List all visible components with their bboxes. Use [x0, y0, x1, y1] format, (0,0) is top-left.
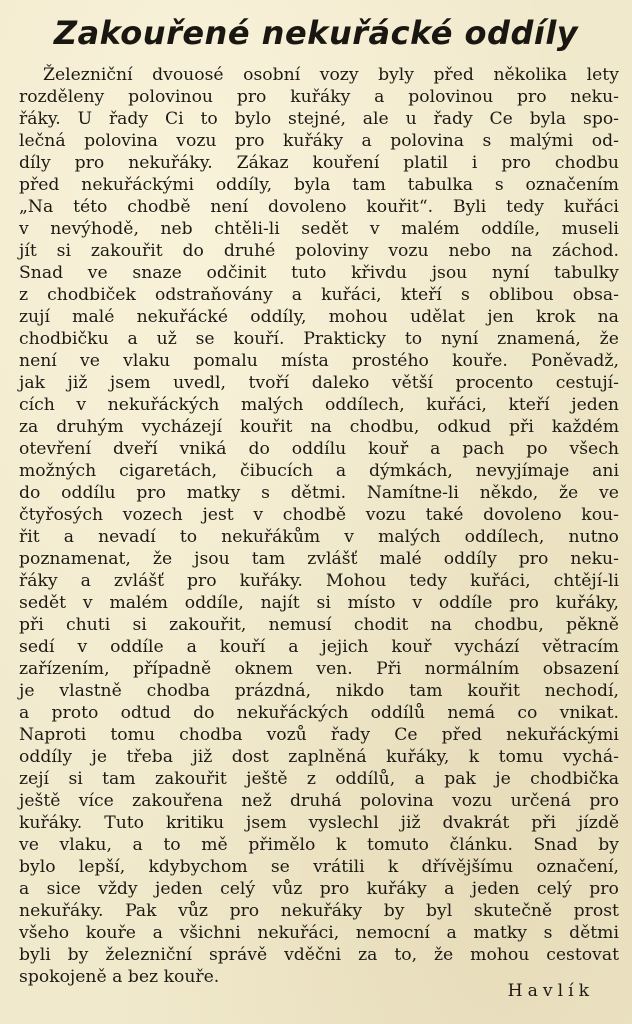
- article-body: [19, 64, 619, 988]
- article-line: Železniční dvouosé osobní vozy byly před několika lety: [43, 65, 619, 85]
- article-line: čtyřosých vozech jest v chodbě vozu také dovoleno kou-: [19, 505, 619, 525]
- article-line: a sice vždy jeden celý vůz pro kuřáky a jeden celý pro: [19, 879, 619, 899]
- article-line: před nekuřáckými oddíly, byla tam tabulka s označením: [19, 175, 619, 195]
- article-line: Snad ve snaze odčinit tuto křivdu jsou nyní tabulky: [19, 263, 619, 283]
- article-line: otevření dveří vniká do oddílu kouř a pach po všech: [19, 439, 619, 459]
- article-line: kuřáky. Tuto kritiku jsem vyslechl již dvakrát při jízdě: [19, 813, 619, 833]
- article-line: řit a nevadí to nekuřákům v malých oddílech, nutno: [19, 527, 619, 547]
- article-line: nekuřáky. Pak vůz pro nekuřáky by byl skutečně prost: [19, 901, 619, 921]
- article-line: zejí si tam zakouřit ještě z oddílů, a pak je chodbička: [19, 769, 619, 789]
- article-line: jít si zakouřit do druhé poloviny vozu nebo na záchod.: [19, 241, 619, 261]
- article-line: a proto odtud do nekuřáckých oddílů nemá co vnikat.: [19, 703, 619, 723]
- article-line: všeho kouře a všichni nekuřáci, nemocní a matky s dětmi: [19, 923, 619, 943]
- article-line: sedět v malém oddíle, najít si místo v oddíle pro kuřáky,: [19, 593, 619, 613]
- article-title: Zakouřené nekuřácké oddíly: [53, 14, 579, 52]
- article-line: „Na této chodbě není dovoleno kouřit“. Byli tedy kuřáci: [19, 197, 619, 217]
- article-line: není ve vlaku pomalu místa prostého kouře. Poněvadž,: [19, 351, 619, 371]
- article-line: díly pro nekuřáky. Zákaz kouření platil i pro chodbu: [19, 153, 619, 173]
- article-line: jak již jsem uvedl, tvoří daleko větší procento cestují-: [19, 373, 619, 393]
- article-line: do oddílu pro matky s dětmi. Namítne-li někdo, že ve: [19, 483, 619, 503]
- article-line: oddíly je třeba již dost zaplněná kuřáky, k tomu vychá-: [19, 747, 619, 767]
- article-line: sedí v oddíle a kouří a jejich kouř vychází větracím: [19, 637, 619, 657]
- article-line: chodbičku a už se kouří. Prakticky to nyní znamená, že: [19, 329, 619, 349]
- article-line: z chodbiček odstraňovány a kuřáci, kteří s oblibou obsa-: [19, 285, 619, 305]
- article-author: Havlík: [507, 981, 594, 1001]
- article-line: řáky. U řady Ci to bylo stejné, ale u řady Ce byla spo-: [19, 109, 619, 129]
- article-line: poznamenat, že jsou tam zvlášť malé oddíly pro neku-: [19, 549, 619, 569]
- article-line: za druhým vycházejí kouřit na chodbu, odkud při každém: [19, 417, 619, 437]
- article-line: při chuti si zakouřit, nemusí chodit na chodbu, pěkně: [19, 615, 619, 635]
- article-line: v nevýhodě, neb chtěli-li sedět v malém oddíle, museli: [19, 219, 619, 239]
- article-line: ve vlaku, a to mě přimělo k tomuto článku. Snad by: [19, 835, 619, 855]
- article-line: Naproti tomu chodba vozů řady Ce před nekuřáckými: [19, 725, 619, 745]
- article-line: je vlastně chodba prázdná, nikdo tam kouřit nechodí,: [19, 681, 619, 701]
- article-line: ještě více zakouřena než druhá polovina vozu určená pro: [19, 791, 619, 811]
- article-line: bylo lepší, kdybychom se vrátili k dřívějšímu označení,: [19, 857, 619, 877]
- article-line: zařízením, případně oknem ven. Při normálním obsazení: [19, 659, 619, 679]
- article-line: lečná polovina vozu pro kuřáky a polovina s malými od-: [19, 131, 619, 151]
- article-line: rozděleny polovinou pro kuřáky a polovinou pro neku-: [19, 87, 619, 107]
- article-line: zují malé nekuřácké oddíly, mohou udělat jen krok na: [19, 307, 619, 327]
- article-line: cích v nekuřáckých malých oddílech, kuřáci, kteří jeden: [19, 395, 619, 415]
- article-line: spokojeně a bez kouře.: [19, 967, 220, 987]
- article-line: řáky a zvlášť pro kuřáky. Mohou tedy kuřáci, chtějí-li: [19, 571, 619, 591]
- article-line: možných cigaretách, čibucích a dýmkách, nevyjímaje ani: [19, 461, 619, 481]
- article-line: byli by železniční správě vděčni za to, že mohou cestovat: [19, 945, 619, 965]
